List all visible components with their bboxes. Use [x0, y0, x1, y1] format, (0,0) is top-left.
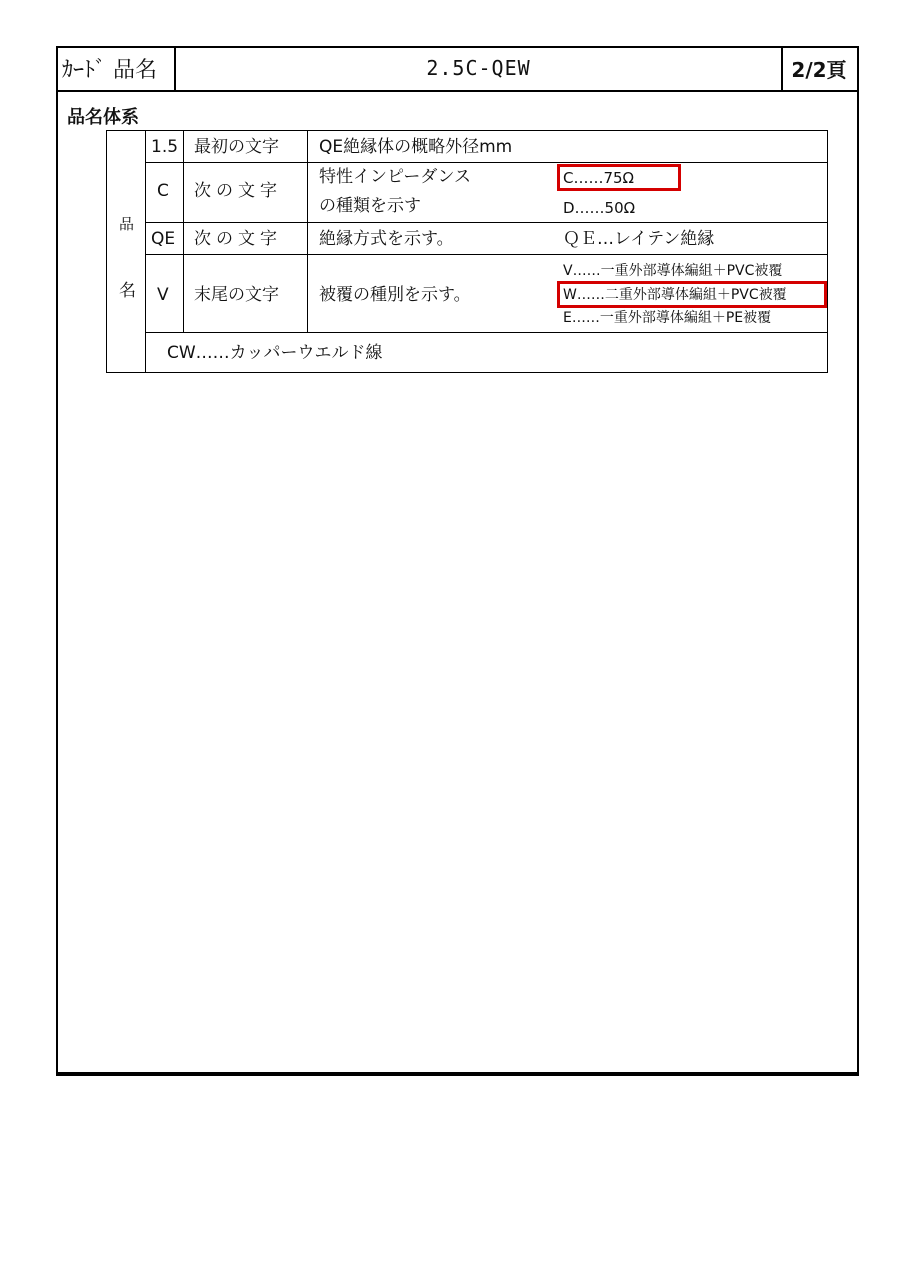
row-meaning: 特性インピーダンス	[319, 167, 471, 187]
row-position: 末尾の文字	[194, 285, 279, 305]
row-code: C	[157, 181, 169, 201]
value-item: C……75Ω	[563, 169, 635, 187]
row-meaning: QE絶縁体の概略外径mm	[319, 137, 513, 157]
value-item: W……二重外部導体編組＋PVC被覆	[563, 287, 787, 303]
naming-table	[106, 130, 828, 373]
row-meaning: 被覆の種別を示す。	[319, 285, 471, 305]
row-position: 次の文字	[194, 229, 282, 249]
footnote: CW……カッパーウエルド線	[167, 343, 383, 363]
row-code: 1.5	[151, 137, 179, 157]
divider	[145, 222, 828, 223]
row-code: QE	[151, 229, 176, 249]
divider	[145, 131, 146, 372]
side-label-2: 名	[119, 281, 136, 301]
divider	[145, 162, 828, 163]
product-name: 2.5C-QEW	[176, 46, 783, 90]
value-item: D……50Ω	[563, 199, 636, 217]
page-number: 2/2頁	[791, 57, 847, 82]
value-item: E……一重外部導体編組＋PE被覆	[563, 310, 772, 326]
row-meaning: の種類を示す	[319, 196, 421, 216]
row-position: 次の文字	[194, 181, 282, 201]
value-item: V……一重外部導体編組＋PVC被覆	[563, 263, 783, 279]
highlight-box	[557, 164, 681, 191]
side-label-1: 品	[119, 215, 135, 233]
highlight-box	[557, 281, 827, 308]
row-position: 最初の文字	[194, 137, 279, 157]
divider	[145, 254, 828, 255]
row-code: V	[157, 285, 169, 305]
header-row	[56, 46, 859, 92]
value-item: ＱＥ…レイテン絶縁	[563, 229, 715, 249]
card-label: ｶｰﾄﾞ 品名	[56, 46, 176, 90]
row-meaning: 絶縁方式を示す。	[319, 229, 454, 249]
divider	[145, 332, 828, 333]
section-title: 品名体系	[67, 107, 139, 128]
